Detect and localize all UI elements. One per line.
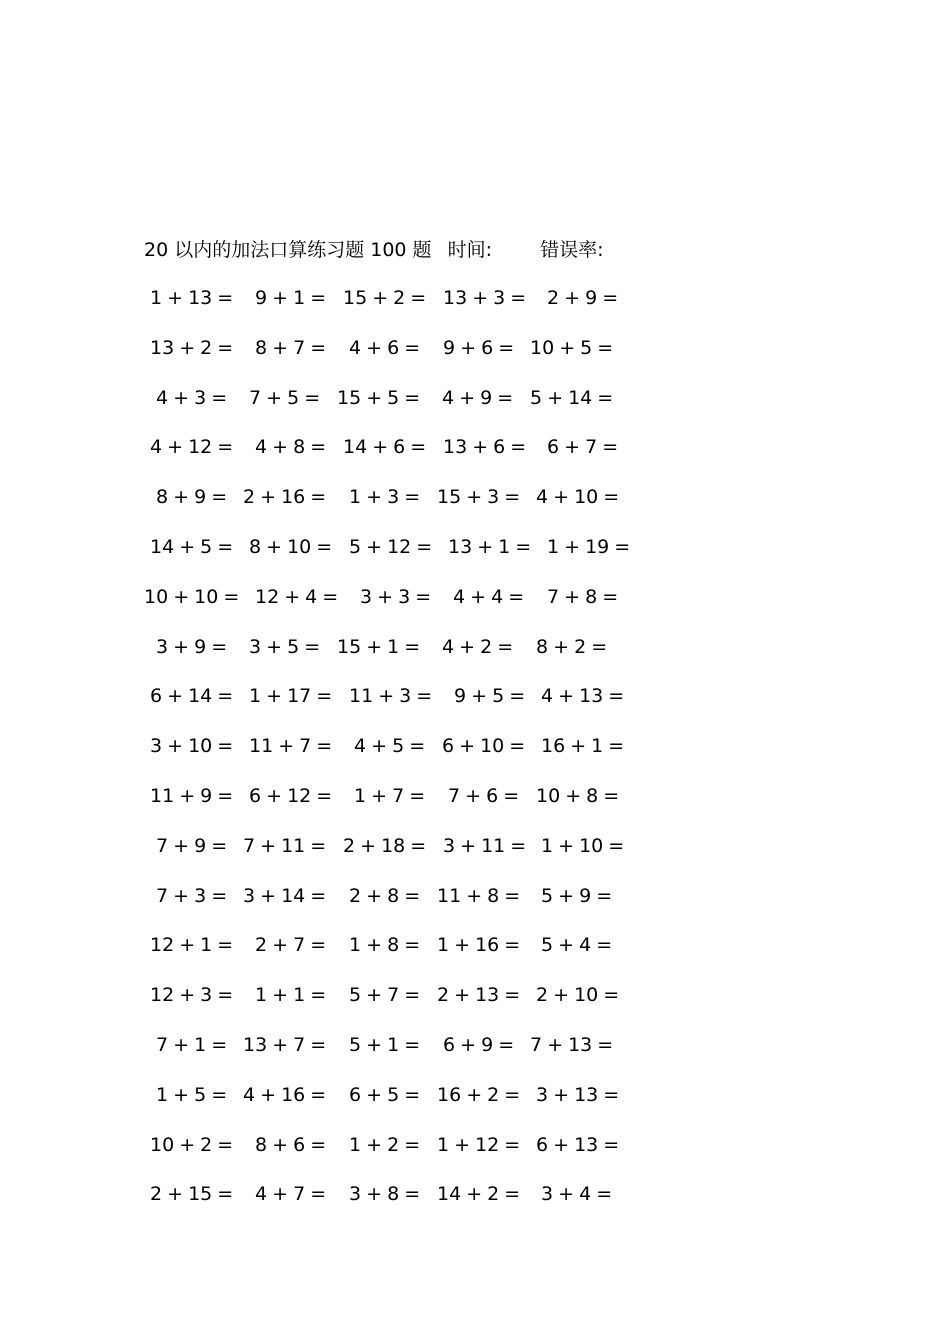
- problem-item: 2 + 9 =: [547, 287, 619, 309]
- problem-item: 3 + 10 =: [150, 735, 234, 758]
- problem-item: 1 + 3 =: [349, 486, 421, 509]
- problem-item: 4 + 2 =: [442, 635, 514, 658]
- problem-item: 16 + 2 =: [437, 1083, 521, 1106]
- problem-item: 7 + 13 =: [530, 1033, 614, 1056]
- problem-item: 6 + 10 =: [442, 735, 526, 758]
- problem-item: 10 + 2 =: [150, 1133, 234, 1156]
- problem-item: 12 + 4 =: [255, 585, 339, 608]
- problem-item: 1 + 16 =: [437, 934, 521, 957]
- problem-item: 4 + 9 =: [442, 386, 514, 409]
- problem-item: 8 + 9 =: [156, 486, 228, 509]
- problem-item: 4 + 8 =: [255, 436, 327, 459]
- problem-item: 13 + 6 =: [443, 436, 527, 459]
- problem-item: 1 + 5 =: [156, 1083, 228, 1106]
- problem-item: 11 + 7 =: [249, 735, 333, 758]
- problem-row: [0, 533, 950, 583]
- problem-item: 16 + 1 =: [541, 735, 625, 758]
- problem-item: 13 + 1 =: [448, 535, 532, 558]
- problem-row: [0, 433, 950, 483]
- problem-item: 14 + 6 =: [343, 436, 427, 459]
- problem-item: 4 + 7 =: [255, 1183, 327, 1206]
- problem-row: [0, 1081, 950, 1131]
- problem-item: 8 + 7 =: [255, 336, 327, 359]
- problem-row: [0, 981, 950, 1031]
- problem-row: [0, 832, 950, 882]
- problem-item: 3 + 13 =: [536, 1083, 620, 1106]
- problem-item: 8 + 6 =: [255, 1133, 327, 1156]
- problem-item: 11 + 9 =: [150, 784, 234, 807]
- problem-item: 7 + 3 =: [156, 884, 228, 907]
- problem-item: 1 + 19 =: [547, 535, 631, 558]
- problem-item: 13 + 7 =: [243, 1033, 327, 1056]
- problem-item: 9 + 1 =: [255, 287, 327, 309]
- problem-item: 4 + 4 =: [453, 585, 525, 608]
- problem-item: 7 + 9 =: [156, 834, 228, 857]
- problem-item: 4 + 16 =: [243, 1083, 327, 1106]
- problem-item: 3 + 5 =: [249, 635, 321, 658]
- problem-item: 5 + 14 =: [530, 386, 614, 409]
- problem-row: [0, 1131, 950, 1181]
- problem-item: 2 + 18 =: [343, 834, 427, 857]
- problem-item: 6 + 5 =: [349, 1083, 421, 1106]
- problem-item: 3 + 4 =: [541, 1183, 613, 1206]
- problem-item: 8 + 2 =: [536, 635, 608, 658]
- problem-item: 5 + 7 =: [349, 984, 421, 1007]
- problem-item: 6 + 7 =: [547, 436, 619, 459]
- problem-item: 3 + 8 =: [349, 1183, 421, 1206]
- problem-row: [0, 1031, 950, 1081]
- problem-item: 13 + 3 =: [443, 287, 527, 309]
- problem-item: 1 + 10 =: [541, 834, 625, 857]
- problem-item: 2 + 7 =: [255, 934, 327, 957]
- problem-item: 5 + 12 =: [349, 535, 433, 558]
- time-label: 时间:: [447, 239, 493, 261]
- problem-item: 13 + 2 =: [150, 336, 234, 359]
- problem-item: 2 + 15 =: [150, 1183, 234, 1206]
- problem-item: 2 + 16 =: [243, 486, 327, 509]
- problem-item: 3 + 3 =: [360, 585, 432, 608]
- problem-item: 3 + 14 =: [243, 884, 327, 907]
- problem-item: 5 + 9 =: [541, 884, 613, 907]
- problem-item: 6 + 9 =: [443, 1033, 515, 1056]
- problem-item: 15 + 2 =: [343, 287, 427, 309]
- worksheet-title: 20 以内的加法口算练习题 100 题: [144, 239, 432, 261]
- problem-item: 1 + 17 =: [249, 685, 333, 708]
- problem-item: 1 + 12 =: [437, 1133, 521, 1156]
- problem-item: 1 + 13 =: [150, 287, 234, 309]
- problem-item: 5 + 1 =: [349, 1033, 421, 1056]
- problem-item: 7 + 5 =: [249, 386, 321, 409]
- problem-item: 15 + 3 =: [437, 486, 521, 509]
- problem-item: 4 + 3 =: [156, 386, 228, 409]
- problem-item: 10 + 5 =: [530, 336, 614, 359]
- problem-item: 2 + 8 =: [349, 884, 421, 907]
- problem-item: 4 + 5 =: [354, 735, 426, 758]
- problem-item: 6 + 13 =: [536, 1133, 620, 1156]
- problem-item: 7 + 6 =: [448, 784, 520, 807]
- problem-item: 7 + 8 =: [547, 585, 619, 608]
- problem-item: 14 + 5 =: [150, 535, 234, 558]
- problem-grid: [0, 284, 950, 1230]
- problem-item: 6 + 12 =: [249, 784, 333, 807]
- problem-row: [0, 483, 950, 533]
- problem-item: 4 + 12 =: [150, 436, 234, 459]
- problem-item: 12 + 3 =: [150, 984, 234, 1007]
- problem-item: 9 + 6 =: [443, 336, 515, 359]
- problem-item: 12 + 1 =: [150, 934, 234, 957]
- problem-row: [0, 633, 950, 683]
- problem-item: 2 + 13 =: [437, 984, 521, 1007]
- problem-item: 6 + 14 =: [150, 685, 234, 708]
- problem-item: 15 + 5 =: [337, 386, 421, 409]
- problem-item: 7 + 11 =: [243, 834, 327, 857]
- problem-row: [0, 732, 950, 782]
- problem-item: 1 + 7 =: [354, 784, 426, 807]
- problem-item: 4 + 13 =: [541, 685, 625, 708]
- problem-item: 11 + 3 =: [349, 685, 433, 708]
- problem-item: 9 + 5 =: [454, 685, 526, 708]
- problem-item: 4 + 10 =: [536, 486, 620, 509]
- problem-item: 14 + 2 =: [437, 1183, 521, 1206]
- problem-item: 2 + 10 =: [536, 984, 620, 1007]
- problem-item: 3 + 11 =: [443, 834, 527, 857]
- problem-row: [0, 931, 950, 981]
- problem-item: 1 + 2 =: [349, 1133, 421, 1156]
- problem-row: [0, 782, 950, 832]
- problem-item: 15 + 1 =: [337, 635, 421, 658]
- problem-item: 3 + 9 =: [156, 635, 228, 658]
- error-rate-label: 错误率:: [540, 239, 604, 261]
- problem-row: [0, 682, 950, 732]
- problem-row: [0, 384, 950, 434]
- problem-row: [0, 583, 950, 633]
- problem-row: [0, 882, 950, 932]
- problem-item: 8 + 10 =: [249, 535, 333, 558]
- problem-item: 5 + 4 =: [541, 934, 613, 957]
- problem-row: [0, 1180, 950, 1230]
- worksheet-header: [144, 236, 603, 264]
- problem-item: 10 + 8 =: [536, 784, 620, 807]
- problem-row: [0, 334, 950, 384]
- problem-row: [0, 284, 950, 334]
- problem-item: 1 + 1 =: [255, 984, 327, 1007]
- problem-item: 4 + 6 =: [349, 336, 421, 359]
- problem-item: 11 + 8 =: [437, 884, 521, 907]
- problem-item: 10 + 10 =: [144, 585, 240, 608]
- problem-item: 7 + 1 =: [156, 1033, 228, 1056]
- problem-item: 1 + 8 =: [349, 934, 421, 957]
